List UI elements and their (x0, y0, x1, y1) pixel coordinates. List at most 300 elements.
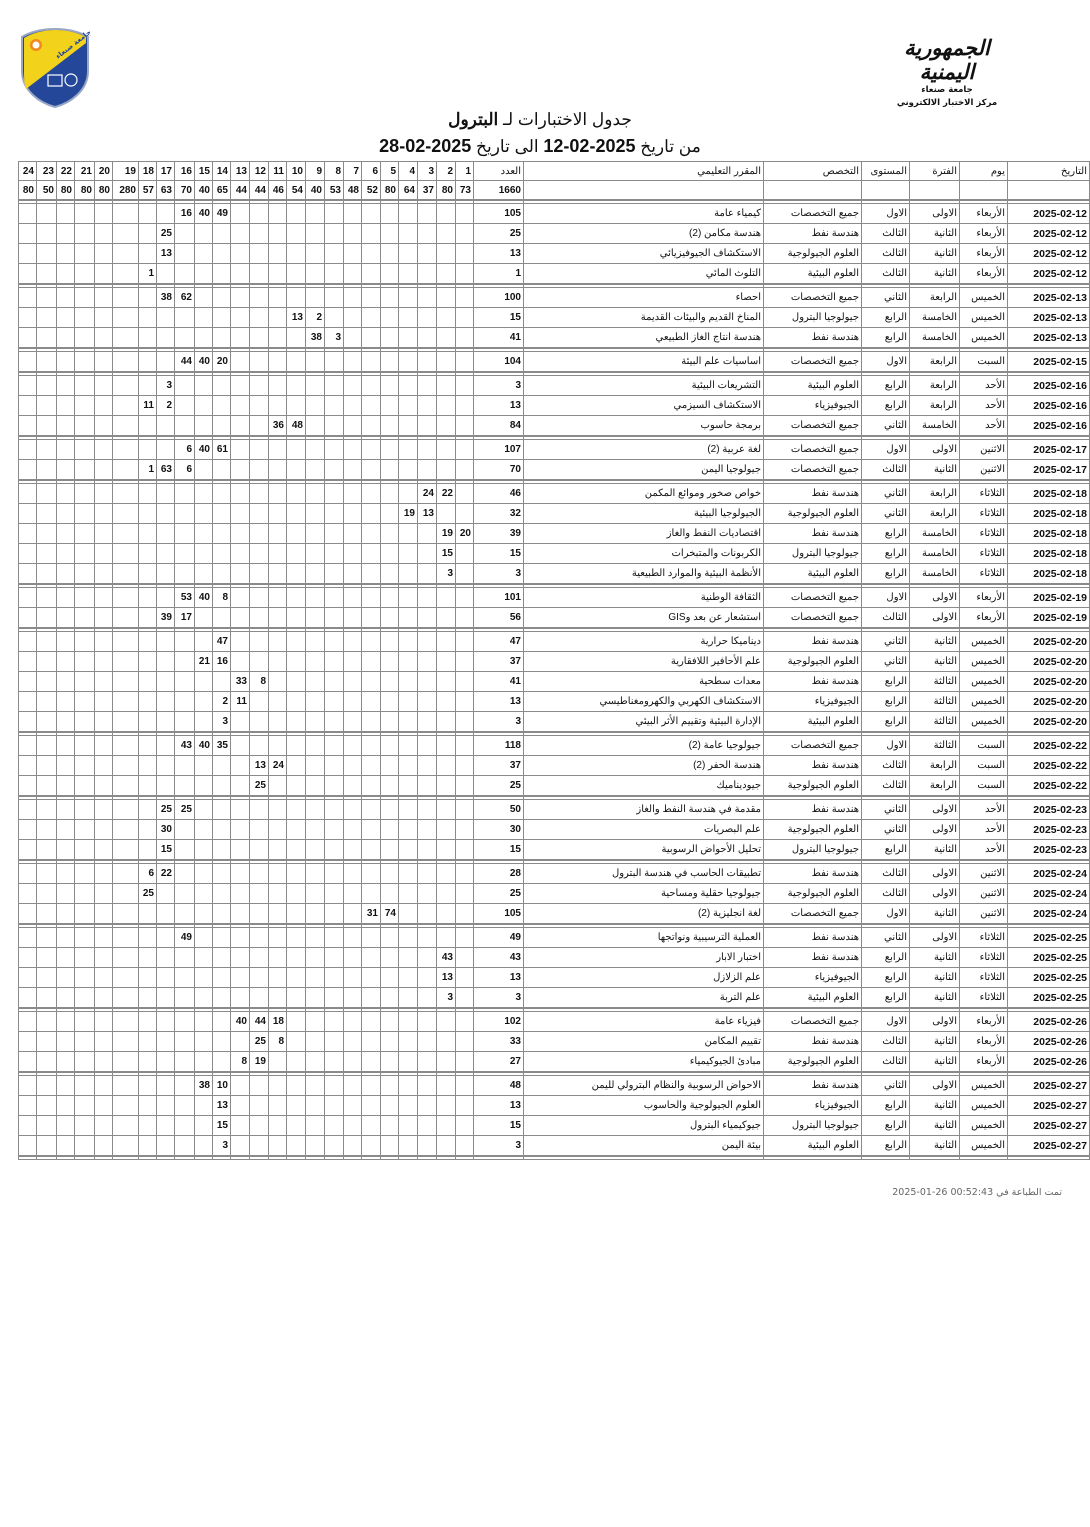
hall-allocation-cell (418, 776, 437, 797)
letterhead-country: الجمهورية اليمنية (904, 35, 990, 84)
hall-allocation-cell (57, 712, 75, 733)
hall-allocation-cell (456, 460, 474, 481)
hall-allocation-cell (287, 864, 306, 884)
hall-allocation-cell (325, 756, 344, 776)
level: الثاني (862, 800, 910, 820)
hall-allocation-cell: 30 (157, 820, 175, 840)
hall-allocation-cell (37, 396, 57, 416)
student-count: 13 (474, 968, 524, 988)
hall-allocation-cell (381, 588, 399, 608)
hall-allocation-cell (213, 328, 231, 349)
hall-allocation-cell (250, 840, 269, 861)
specialization: هندسة نفط (764, 800, 862, 820)
hall-allocation-cell (269, 800, 287, 820)
day: الأربعاء (960, 244, 1008, 264)
hall-allocation-cell (57, 948, 75, 968)
hall-allocation-cell (399, 736, 418, 756)
hall-allocation-cell (95, 672, 113, 692)
hall-allocation-cell (418, 820, 437, 840)
level: الثاني (862, 632, 910, 652)
period: الثالثة (910, 712, 960, 733)
hall-allocation-cell (362, 416, 381, 437)
hall-allocation-cell (306, 928, 325, 948)
hall-allocation-cell (95, 1116, 113, 1136)
level: الرابع (862, 328, 910, 349)
hall-allocation-cell (213, 224, 231, 244)
exam-date: 2025-02-22 (1008, 776, 1090, 797)
course-name: فيزياء عامة (524, 1012, 764, 1032)
hall-allocation-cell (175, 864, 195, 884)
hall-allocation-cell (250, 864, 269, 884)
table-row (19, 396, 1090, 416)
hall-allocation-cell (399, 884, 418, 904)
hall-allocation-cell (113, 712, 139, 733)
hall-allocation-cell (175, 988, 195, 1009)
hall-allocation-cell (287, 484, 306, 504)
hall-allocation-cell (19, 264, 37, 285)
hall-allocation-cell (75, 1136, 95, 1157)
hall-allocation-cell (139, 1076, 157, 1096)
table-row (19, 484, 1090, 504)
hall-allocation-cell (287, 800, 306, 820)
hall-allocation-cell (95, 524, 113, 544)
hall-allocation-cell (456, 224, 474, 244)
hall-allocation-cell (381, 1052, 399, 1073)
separator-cell (764, 1156, 862, 1160)
hall-allocation-cell (269, 544, 287, 564)
hall-allocation-cell (418, 288, 437, 308)
hall-allocation-cell (325, 904, 344, 925)
hall-allocation-cell (139, 376, 157, 396)
hall-allocation-cell (195, 948, 213, 968)
hall-allocation-cell (381, 692, 399, 712)
hall-allocation-cell (231, 884, 250, 904)
exam-date: 2025-02-12 (1008, 264, 1090, 285)
hall-allocation-cell (139, 652, 157, 672)
hall-allocation-cell (95, 264, 113, 285)
course-name: برمجة حاسوب (524, 416, 764, 437)
hall-allocation-cell (213, 1052, 231, 1073)
hall-allocation-cell (344, 692, 362, 712)
course-name: علم التربة (524, 988, 764, 1009)
hall-allocation-cell (195, 484, 213, 504)
hall-allocation-cell (399, 864, 418, 884)
hall-allocation-cell (399, 776, 418, 797)
hall-allocation-cell (157, 416, 175, 437)
exam-date: 2025-02-23 (1008, 800, 1090, 820)
hall-allocation-cell (19, 288, 37, 308)
hall-allocation-cell (437, 884, 456, 904)
specialization: العلوم الجيولوجية (764, 884, 862, 904)
hall-allocation-cell (456, 1052, 474, 1073)
hall-allocation-cell (157, 308, 175, 328)
hall-allocation-cell (325, 204, 344, 224)
hall-allocation-cell (269, 308, 287, 328)
specialization: العلوم الجيولوجية (764, 504, 862, 524)
hall-allocation-cell (306, 692, 325, 712)
hall-allocation-cell (362, 1012, 381, 1032)
hall-allocation-cell (231, 1032, 250, 1052)
hall-allocation-cell (344, 1136, 362, 1157)
hall-allocation-cell (325, 884, 344, 904)
student-count: 15 (474, 1116, 524, 1136)
hall-allocation-cell (95, 800, 113, 820)
hall-allocation-cell (57, 928, 75, 948)
hall-capacity: 280 (113, 181, 139, 201)
hall-allocation-cell (19, 352, 37, 373)
hall-allocation-cell (95, 776, 113, 797)
hall-allocation-cell (195, 800, 213, 820)
hall-allocation-cell (325, 1032, 344, 1052)
hall-allocation-cell (399, 652, 418, 672)
hall-allocation-cell (362, 204, 381, 224)
hall-allocation-cell (325, 820, 344, 840)
hall-allocation-cell (456, 544, 474, 564)
hall-allocation-cell (344, 588, 362, 608)
day: الخميس (960, 288, 1008, 308)
exam-date: 2025-02-16 (1008, 376, 1090, 396)
header-row (19, 162, 1090, 181)
table-row (19, 1012, 1090, 1032)
student-count: 15 (474, 544, 524, 564)
hall-allocation-cell (95, 928, 113, 948)
hall-allocation-cell (19, 712, 37, 733)
hall-allocation-cell (139, 416, 157, 437)
hall-allocation-cell (231, 820, 250, 840)
exam-date: 2025-02-27 (1008, 1136, 1090, 1157)
hall-allocation-cell (306, 396, 325, 416)
hall-allocation-cell (325, 968, 344, 988)
hall-allocation-cell (250, 588, 269, 608)
hall-allocation-cell (362, 864, 381, 884)
hall-allocation-cell (19, 504, 37, 524)
day: الثلاثاء (960, 968, 1008, 988)
hall-allocation-cell (195, 672, 213, 692)
hall-allocation-cell (213, 820, 231, 840)
hall-allocation-cell (75, 864, 95, 884)
hall-allocation-cell: 3 (213, 712, 231, 733)
hall-allocation-cell (195, 864, 213, 884)
course-name: اختبار الابار (524, 948, 764, 968)
period: الاولى (910, 608, 960, 629)
hall-allocation-cell: 13 (418, 504, 437, 524)
hall-allocation-cell (250, 524, 269, 544)
hall-allocation-cell (157, 652, 175, 672)
period: الرابعة (910, 484, 960, 504)
hall-allocation-cell (95, 396, 113, 416)
day: الخميس (960, 1136, 1008, 1157)
specialization: الجيوفيزياء (764, 692, 862, 712)
day: الأربعاء (960, 1052, 1008, 1073)
hall-allocation-cell (287, 948, 306, 968)
hall-allocation-cell (399, 820, 418, 840)
hall-allocation-cell (19, 376, 37, 396)
student-count: 104 (474, 352, 524, 373)
hall-allocation-cell (139, 524, 157, 544)
student-count: 46 (474, 484, 524, 504)
hall-allocation-cell (418, 736, 437, 756)
hall-allocation-cell (113, 564, 139, 585)
period: الثانية (910, 460, 960, 481)
hall-allocation-cell (57, 1032, 75, 1052)
hall-allocation-cell (213, 864, 231, 884)
hall-allocation-cell (325, 652, 344, 672)
hall-allocation-cell (306, 264, 325, 285)
hall-allocation-cell (195, 544, 213, 564)
course-name: العملية الترسيبية ونواتجها (524, 928, 764, 948)
separator-cell (344, 1156, 362, 1160)
hall-allocation-cell (399, 608, 418, 629)
hall-allocation-cell (57, 524, 75, 544)
hall-allocation-cell (75, 396, 95, 416)
hall-allocation-cell (306, 988, 325, 1009)
day: الأربعاء (960, 264, 1008, 285)
hall-allocation-cell (399, 484, 418, 504)
hall-allocation-cell (325, 504, 344, 524)
hall-allocation-cell (139, 352, 157, 373)
hall-allocation-cell (139, 608, 157, 629)
hall-allocation-cell (57, 1076, 75, 1096)
table-row (19, 328, 1090, 349)
hall-allocation-cell (195, 776, 213, 797)
student-count: 50 (474, 800, 524, 820)
course-name: جيوديناميك (524, 776, 764, 797)
svg-text:جامعة صنعاء: جامعة صنعاء (54, 28, 93, 61)
hall-allocation-cell (287, 524, 306, 544)
hall-allocation-cell (175, 244, 195, 264)
exam-date: 2025-02-12 (1008, 224, 1090, 244)
hall-allocation-cell (57, 632, 75, 652)
hall-allocation-cell (325, 416, 344, 437)
hall-allocation-cell (287, 820, 306, 840)
separator-cell (418, 1156, 437, 1160)
hall-allocation-cell (213, 840, 231, 861)
hall-allocation-cell (139, 204, 157, 224)
hall-allocation-cell (381, 756, 399, 776)
level: الرابع (862, 948, 910, 968)
hall-allocation-cell (418, 884, 437, 904)
hall-allocation-cell (456, 864, 474, 884)
table-row (19, 524, 1090, 544)
empty-cell (524, 181, 764, 201)
hall-allocation-cell (19, 1136, 37, 1157)
hall-allocation-cell (95, 1052, 113, 1073)
hall-allocation-cell (95, 968, 113, 988)
hall-allocation-cell (195, 820, 213, 840)
hall-number-header: 9 (306, 162, 325, 181)
hall-allocation-cell (113, 1116, 139, 1136)
course-name: الاستكشاف الجيوفيزيائي (524, 244, 764, 264)
hall-allocation-cell (344, 352, 362, 373)
hall-allocation-cell (57, 1136, 75, 1157)
hall-allocation-cell (381, 1136, 399, 1157)
level: الثالث (862, 884, 910, 904)
hall-allocation-cell (325, 224, 344, 244)
hall-allocation-cell (381, 396, 399, 416)
student-count: 3 (474, 712, 524, 733)
level: الرابع (862, 968, 910, 988)
hall-allocation-cell (287, 672, 306, 692)
hall-allocation-cell (399, 244, 418, 264)
hall-allocation-cell (456, 504, 474, 524)
hall-allocation-cell (306, 244, 325, 264)
day: الخميس (960, 652, 1008, 672)
hall-allocation-cell (175, 632, 195, 652)
period: الرابعة (910, 288, 960, 308)
table-row (19, 1116, 1090, 1136)
exam-date: 2025-02-27 (1008, 1096, 1090, 1116)
hall-allocation-cell (362, 1076, 381, 1096)
hall-allocation-cell (175, 1116, 195, 1136)
empty-cell (960, 181, 1008, 201)
hall-allocation-cell (306, 524, 325, 544)
hall-allocation-cell (37, 204, 57, 224)
hall-allocation-cell (231, 288, 250, 308)
hall-allocation-cell (113, 416, 139, 437)
hall-allocation-cell (213, 928, 231, 948)
period: الخامسة (910, 564, 960, 585)
hall-allocation-cell (213, 608, 231, 629)
hall-allocation-cell (157, 352, 175, 373)
hall-allocation-cell (19, 820, 37, 840)
hall-allocation-cell (231, 308, 250, 328)
hall-allocation-cell (437, 756, 456, 776)
empty-cell (1008, 181, 1090, 201)
hall-allocation-cell (325, 544, 344, 564)
hall-allocation-cell (75, 1076, 95, 1096)
course-name: جيولوجيا اليمن (524, 460, 764, 481)
hall-allocation-cell: 74 (381, 904, 399, 925)
hall-number-header: 19 (113, 162, 139, 181)
hall-allocation-cell (306, 1012, 325, 1032)
student-count: 41 (474, 328, 524, 349)
day: الأحد (960, 396, 1008, 416)
hall-allocation-cell (213, 968, 231, 988)
table-row (19, 308, 1090, 328)
hall-allocation-cell (456, 968, 474, 988)
hall-capacity: 44 (231, 181, 250, 201)
hall-allocation-cell (19, 204, 37, 224)
hall-allocation-cell: 11 (231, 692, 250, 712)
hall-allocation-cell: 8 (250, 672, 269, 692)
hall-allocation-cell (456, 756, 474, 776)
hall-number-header: 15 (195, 162, 213, 181)
hall-allocation-cell (19, 1096, 37, 1116)
hall-allocation-cell (95, 204, 113, 224)
hall-allocation-cell (157, 264, 175, 285)
hall-allocation-cell (250, 352, 269, 373)
hall-allocation-cell (157, 484, 175, 504)
hall-allocation-cell (269, 588, 287, 608)
hall-allocation-cell (250, 264, 269, 285)
hall-allocation-cell (95, 712, 113, 733)
hall-allocation-cell (418, 376, 437, 396)
day: الاثنين (960, 904, 1008, 925)
hall-allocation-cell: 31 (362, 904, 381, 925)
student-count: 118 (474, 736, 524, 756)
hall-allocation-cell: 36 (269, 416, 287, 437)
specialization: العلوم الجيولوجية (764, 652, 862, 672)
hall-allocation-cell (418, 608, 437, 629)
separator-cell (287, 1156, 306, 1160)
student-count: 102 (474, 1012, 524, 1032)
hall-allocation-cell (213, 1032, 231, 1052)
hall-allocation-cell (19, 672, 37, 692)
hall-allocation-cell (287, 588, 306, 608)
hall-allocation-cell (269, 608, 287, 629)
hall-allocation-cell (75, 244, 95, 264)
hall-allocation-cell (113, 652, 139, 672)
hall-allocation-cell (195, 396, 213, 416)
hall-allocation-cell (325, 928, 344, 948)
hall-allocation-cell (325, 484, 344, 504)
hall-allocation-cell (381, 416, 399, 437)
hall-allocation-cell (344, 632, 362, 652)
hall-allocation-cell (19, 484, 37, 504)
capacity-row (19, 181, 1090, 201)
hall-allocation-cell (19, 544, 37, 564)
hall-allocation-cell (213, 564, 231, 585)
hall-allocation-cell (19, 632, 37, 652)
hall-allocation-cell (19, 460, 37, 481)
table-row (19, 204, 1090, 224)
hall-allocation-cell (437, 504, 456, 524)
hall-allocation-cell (287, 1012, 306, 1032)
period: الخامسة (910, 524, 960, 544)
separator-cell (57, 1156, 75, 1160)
hall-capacity: 46 (269, 181, 287, 201)
hall-allocation-cell (157, 884, 175, 904)
hall-allocation-cell (95, 864, 113, 884)
level: الثالث (862, 264, 910, 285)
hall-allocation-cell (75, 1012, 95, 1032)
hall-allocation-cell (306, 460, 325, 481)
hall-allocation-cell (325, 1096, 344, 1116)
hall-allocation-cell (195, 692, 213, 712)
hall-allocation-cell (175, 376, 195, 396)
hall-allocation-cell (344, 608, 362, 629)
hall-allocation-cell (113, 1052, 139, 1073)
hall-allocation-cell (269, 484, 287, 504)
separator-cell (95, 1156, 113, 1160)
hall-allocation-cell (37, 588, 57, 608)
specialization: هندسة نفط (764, 484, 862, 504)
exam-date: 2025-02-20 (1008, 652, 1090, 672)
exam-date: 2025-02-16 (1008, 396, 1090, 416)
hall-allocation-cell (287, 564, 306, 585)
hall-allocation-cell (269, 376, 287, 396)
hall-allocation-cell (231, 712, 250, 733)
hall-number-header: 2 (437, 162, 456, 181)
hall-allocation-cell (37, 820, 57, 840)
hall-allocation-cell (250, 968, 269, 988)
hall-allocation-cell (157, 968, 175, 988)
hall-allocation-cell (113, 524, 139, 544)
hall-allocation-cell: 25 (157, 224, 175, 244)
hall-allocation-cell (113, 204, 139, 224)
hall-allocation-cell (157, 692, 175, 712)
hall-allocation-cell (287, 1032, 306, 1052)
hall-allocation-cell (306, 672, 325, 692)
hall-allocation-cell (381, 884, 399, 904)
hall-allocation-cell (139, 712, 157, 733)
hall-allocation-cell (306, 416, 325, 437)
hall-allocation-cell (399, 396, 418, 416)
exam-date: 2025-02-24 (1008, 884, 1090, 904)
hall-allocation-cell: 40 (195, 588, 213, 608)
hall-allocation-cell (139, 244, 157, 264)
hall-allocation-cell (418, 1012, 437, 1032)
